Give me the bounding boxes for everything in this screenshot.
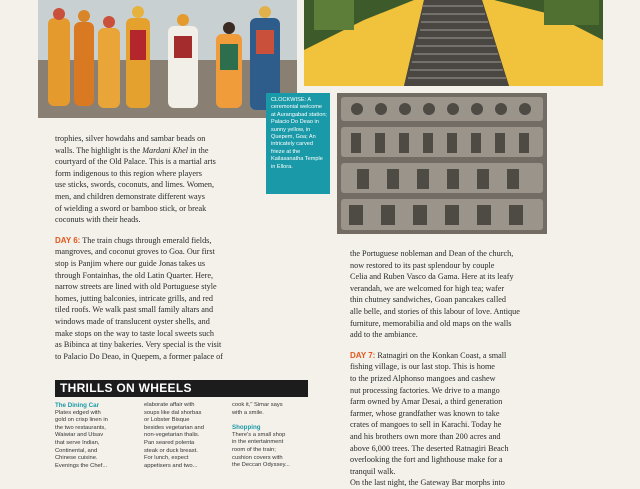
text-line: farm owned by Amar Desai, a third generation [350, 397, 503, 407]
text-line: now restored to its past splendour by couple [350, 260, 495, 270]
text-line: crates of mangoes to sell in Karachi. Today he [350, 420, 502, 430]
thrills-col-menu [144, 402, 224, 470]
text-line: thin chutney sandwiches, Goan pancakes called [350, 295, 506, 305]
thrills-col-dining [55, 402, 115, 470]
text-line: DAY 7: Ratnagiri on the Konkan Coast, a small [350, 350, 507, 360]
thrills-title: THRILLS ON WHEELS [60, 381, 192, 395]
text-line: in the entertainment [232, 439, 284, 446]
text-line: DAY 6: The train chugs through emerald fields, [55, 235, 212, 245]
text-line: mangroves, and coconut groves to Goa. Our first [55, 247, 215, 257]
text-line: or Lobster Bisque [144, 417, 190, 424]
text-line: tiled roofs. We walk past small family altars and [55, 305, 214, 315]
text-line: the Portuguese nobleman and Dean of the church, [350, 249, 514, 258]
text-line: to Palacio Do Deao, in Quepem, a former palace of [55, 351, 224, 361]
text-line: use sticks, swords, coconuts, and limes. Women, [55, 180, 215, 190]
text-line: of wielding a sword or bamboo stick, or break [55, 203, 207, 213]
thrills-heading-bar [55, 380, 308, 397]
palacio-paragraph [350, 248, 600, 341]
photo-carved-frieze [337, 93, 547, 234]
shopping-heading: Shopping [232, 424, 261, 432]
left-column [55, 133, 305, 362]
text-line: stop is Panjim where our guide Jonas takes us [55, 258, 206, 268]
text-line: the two restaurants, [55, 424, 106, 431]
day6-paragraph [55, 235, 305, 363]
text-line: appetisers and two... [144, 462, 198, 469]
text-line: alle belle, and stories of this labour of love. Antique [350, 306, 520, 316]
photo-staircase [304, 0, 603, 86]
text-line: Chinese cuisine. [55, 455, 98, 462]
text-line: farmer, whose grandfather was known to take [350, 408, 500, 418]
text-line: Evenings the Chef... [55, 462, 108, 469]
text-line: On the last night, the Gateway Bar morphs into [350, 478, 505, 488]
text-line: Continental, and [55, 447, 98, 454]
text-line: windows made of translucent oyster shells, and [55, 316, 210, 326]
text-line: soups like dal shorbas [144, 409, 202, 416]
text-line: verandah, we are welcomed for high tea; wafer [350, 283, 505, 293]
text-line: Celia and Ruben Vasco da Gama. Here at its leafy [350, 272, 514, 282]
day7-label: DAY 7: [350, 350, 376, 360]
text-line: trophies, silver howdahs and sambar beads on [55, 134, 206, 143]
text-line: room of the train; [232, 446, 276, 453]
text-line: men, and children demonstrate different ways [55, 191, 205, 201]
text-line: overlooking the fort and lighthouse make for a [350, 455, 503, 465]
intro-paragraph [55, 133, 305, 226]
text-line: walls. The highlight is the Mardani Khel in the [55, 145, 209, 155]
text-line: Pan seared polenta [144, 439, 195, 446]
text-line: above 6,000 trees. The deserted Ratnagiri Beach [350, 443, 509, 453]
text-line: For lunch, expect [144, 455, 189, 462]
text-line: add to the ambiance. [350, 330, 418, 340]
text-line: form indigenous to this region where players [55, 168, 202, 178]
text-line: furniture, memorabilia and old maps on the walls [350, 318, 512, 328]
text-line: that serve Indian, [55, 439, 100, 446]
thrills-col-shopping [232, 402, 308, 470]
text-line: coconuts with their heads. [55, 215, 141, 225]
text-line: steak or duck breast. [144, 447, 198, 454]
text-line: narrow streets are lined with old Portuguese style [55, 282, 217, 292]
text-line: tranquil walk. [350, 466, 396, 476]
day7-paragraph [350, 350, 600, 489]
text-line: non-vegetarian thalis. [144, 432, 200, 439]
text-line: besides vegetarian and [144, 424, 204, 431]
text-line: make stops on the way to taste local sweets such [55, 328, 214, 338]
photo-dancers [38, 0, 297, 118]
day6-label: DAY 6: [55, 235, 81, 245]
text-line: courtyard of the Old Palace. This is a martial arts [55, 157, 216, 167]
dining-car-heading: The Dining Car [55, 402, 100, 409]
text-line: homes, jutting balconies, intricate grills, and red [55, 293, 214, 303]
text-line: cook it," Simar says [232, 402, 283, 408]
text-line: cushion covers with [232, 454, 283, 461]
text-line: gold on crisp linen in [55, 417, 108, 424]
text-line: There's a small shop [232, 431, 286, 438]
text-line: to the prized Alphonso mangoes and cashew [350, 373, 496, 383]
text-line: with a smile. [232, 409, 264, 416]
text-line: the Deccan Odyssey... [232, 462, 290, 469]
text-line: Plates edged with [55, 409, 101, 416]
caption-text: CLOCKWISE: A ceremonial welcome at Aurangabad station; Palacio Do Deao in sunny yellow, in Quepem, Goa; An intricately carved frieze at the Kailasanatha Temple in Ellora. [271, 97, 327, 170]
text-line: as Bibinca at tiny bakeries. Very special is the visit [55, 340, 222, 350]
text-line: through Fontainhas, the old Latin Quarter. Here, [55, 270, 214, 280]
right-column [350, 248, 600, 489]
text-line: Waiwiar and Utsav [55, 432, 104, 439]
text-line: fishing village, is our last stop. This is home [350, 362, 495, 372]
text-line: and his brothers own more than 200 acres and [350, 431, 501, 441]
text-line: nut processing factories. We drive to a mango [350, 385, 500, 395]
text-line: elaborate affair with [144, 402, 195, 408]
